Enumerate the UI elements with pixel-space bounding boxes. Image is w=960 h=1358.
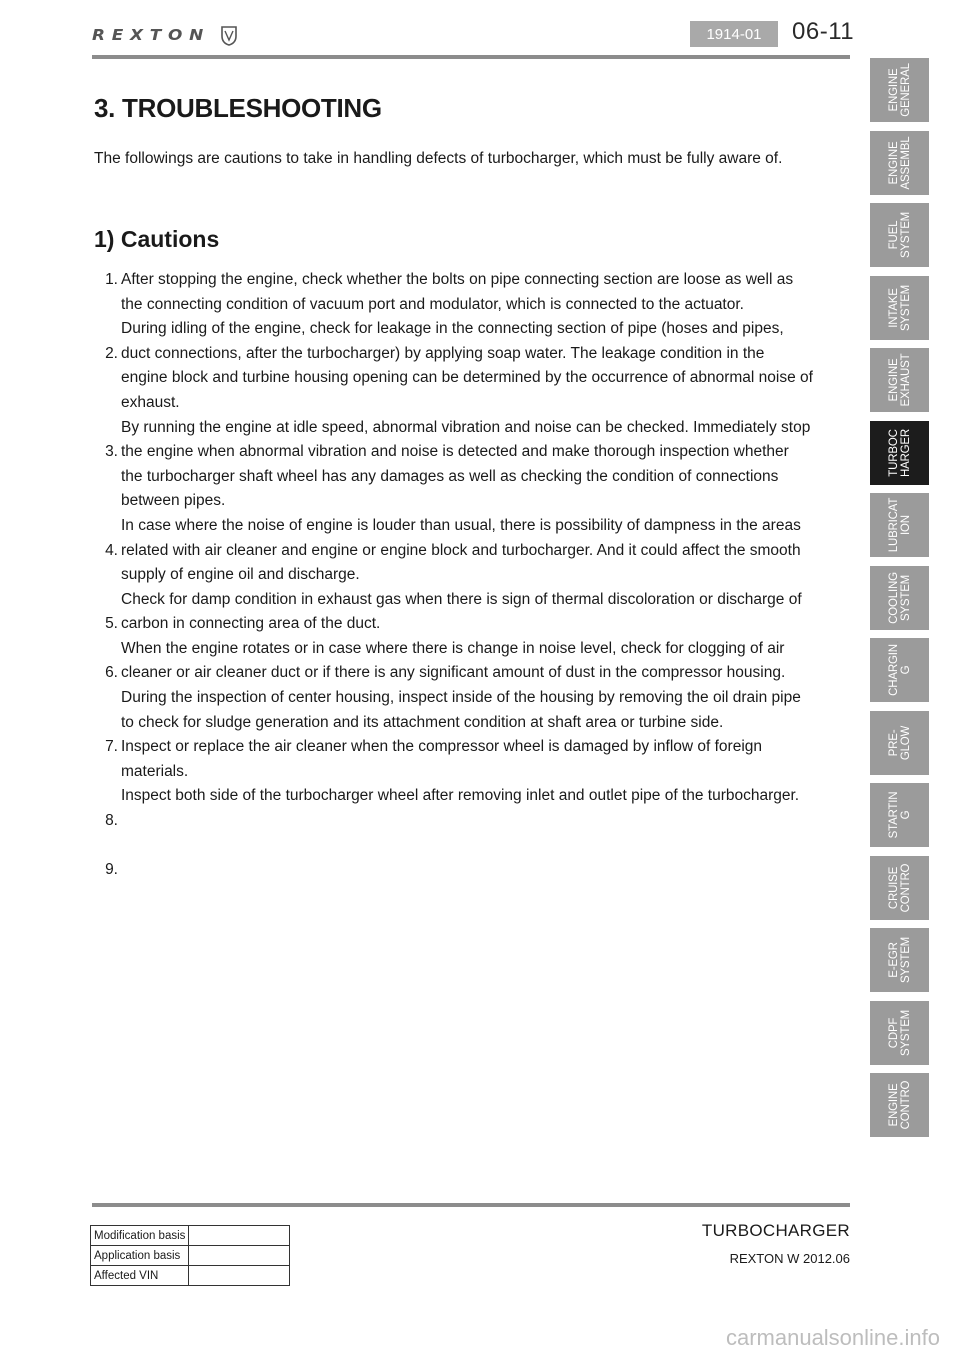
tab-label: ENGINE EXHAUST [887, 353, 912, 407]
list-number: 6. [105, 664, 118, 681]
footer-section-title: TURBOCHARGER [701, 1221, 850, 1240]
list-text-line: Inspect both side of the turbocharger wheel after removing inlet and outlet pipe of the turbocharger. [121, 787, 800, 804]
tab-cruise-control[interactable] [870, 856, 929, 920]
page-number: 06-11 [792, 18, 855, 45]
list-number: 7. [105, 738, 118, 755]
tab-label: ENGINE CONTRO [887, 1080, 912, 1130]
tab-e-egr-system[interactable] [870, 928, 929, 992]
tab-label: ENGINE ASSEMBL [887, 136, 912, 190]
subsection-title: 1) Cautions [94, 226, 220, 252]
watermark: carmanualsonline.info [725, 1325, 940, 1350]
list-text-line: During idling of the engine, check for leakage in the connecting section of pipe (hoses and pipes, [121, 320, 784, 337]
tab-engine-assembly[interactable] [870, 131, 929, 195]
list-text-line: By running the engine at idle speed, abnormal vibration and noise can be checked. Immediately stop [121, 419, 811, 436]
list-text-line: to check for sludge generation and its attachment condition at shaft area or turbine side. [121, 714, 724, 731]
logo-wordmark: REXTON [92, 26, 210, 44]
revision-table [90, 1225, 290, 1286]
table-cell-value [189, 1226, 290, 1246]
list-text-line: related with air cleaner and engine or engine block and turbocharger. And it could affect the smooth [121, 542, 801, 559]
list-number: 9. [105, 861, 118, 878]
table-row [91, 1226, 290, 1246]
list-text-line: duct connections, after the turbocharger) by applying soap water. The leakage condition in the [121, 345, 765, 362]
table-row [91, 1266, 290, 1286]
tab-charging[interactable] [870, 638, 929, 702]
list-text-line: the engine when abnormal vibration and noise is detected and make thorough inspection whether [121, 443, 789, 460]
table-row [91, 1246, 290, 1266]
table-cell-label: Affected VIN [91, 1266, 189, 1286]
section-title: 3. TROUBLESHOOTING [94, 93, 382, 123]
tab-label: CHARGIN G [887, 644, 912, 696]
tab-fuel-system[interactable] [870, 203, 929, 267]
list-text-line: the turbocharger shaft wheel has any damages as well as checking the condition of connections [121, 468, 779, 485]
tab-label: FUEL SYSTEM [887, 211, 912, 259]
list-number: 5. [105, 615, 118, 632]
tab-engine-control[interactable] [870, 1073, 929, 1137]
list-text-line: When the engine rotates or in case where there is change in noise level, check for clogging of air [121, 640, 785, 657]
tab-pre-glow[interactable] [870, 711, 929, 775]
list-text-line: After stopping the engine, check whether the bolts on pipe connecting section are loose as well as [121, 271, 794, 288]
list-number: 8. [105, 812, 118, 829]
list-text-line: Check for damp condition in exhaust gas when there is sign of thermal discoloration or discharge of [121, 591, 802, 608]
tab-intake-system[interactable] [870, 276, 929, 340]
list-text-line: the connecting condition of vacuum port and modulator, which is connected to the actuator. [121, 296, 744, 313]
tab-label: CRUISE CONTRO [887, 863, 912, 913]
list-text-line: exhaust. [121, 394, 180, 411]
tab-cdpf-system[interactable] [870, 1001, 929, 1065]
tab-label: LUBRICAT ION [887, 497, 912, 553]
intro-paragraph: The followings are cautions to take in handling defects of turbocharger, which must be fully aware of. [94, 150, 783, 167]
tab-engine-general[interactable] [870, 58, 929, 122]
tab-turbocharger[interactable] [870, 421, 929, 485]
list-text-line: materials. [121, 763, 189, 780]
table-cell-value [189, 1266, 290, 1286]
list-text-line: between pipes. [121, 492, 226, 509]
header-divider [92, 55, 850, 59]
table-cell-label: Application basis [91, 1246, 189, 1266]
list-text-line: carbon in connecting area of the duct. [121, 615, 381, 632]
footer-model: REXTON W 2012.06 [729, 1251, 850, 1266]
list-text-line: engine block and turbine housing opening can be determined by the occurrence of abnormal noise of [121, 369, 813, 386]
tab-cooling-system[interactable] [870, 566, 929, 630]
tab-label: PRE- GLOW [887, 725, 912, 761]
footer-divider [92, 1203, 850, 1207]
tab-engine-exhaust[interactable] [870, 348, 929, 412]
tab-label: E-EGR SYSTEM [887, 936, 912, 984]
tab-label: TURBOC HARGER [887, 429, 912, 478]
tab-lubrication[interactable] [870, 493, 929, 557]
ssangyong-emblem-icon [222, 27, 236, 45]
tab-label: STARTIN G [887, 791, 912, 839]
list-number: 4. [105, 542, 118, 559]
rexton-logo [92, 24, 252, 46]
tab-label: INTAKE SYSTEM [887, 284, 912, 332]
list-text-line: cleaner or air cleaner duct or if there is any significant amount of dust in the compressor housing. [121, 664, 786, 681]
tab-starting[interactable] [870, 783, 929, 847]
tab-label: ENGINE GENERAL [887, 63, 912, 117]
list-text-line: In case where the noise of engine is louder than usual, there is possibility of dampness in the areas [121, 517, 801, 534]
list-text-line: During the inspection of center housing, inspect inside of the housing by removing the oil drain pipe [121, 689, 801, 706]
tab-label: COOLING SYSTEM [887, 572, 912, 624]
list-number: 1. [105, 271, 118, 288]
list-text-line: supply of engine oil and discharge. [121, 566, 360, 583]
list-number: 3. [105, 443, 118, 460]
tab-label: CDPF SYSTEM [887, 1009, 912, 1057]
list-number: 2. [105, 345, 118, 362]
list-text-line: Inspect or replace the air cleaner when the compressor wheel is damaged by inflow of foreign [121, 738, 763, 755]
table-cell-label: Modification basis [91, 1226, 189, 1246]
table-cell-value [189, 1246, 290, 1266]
doc-code-badge: 1914-01 [690, 21, 778, 47]
